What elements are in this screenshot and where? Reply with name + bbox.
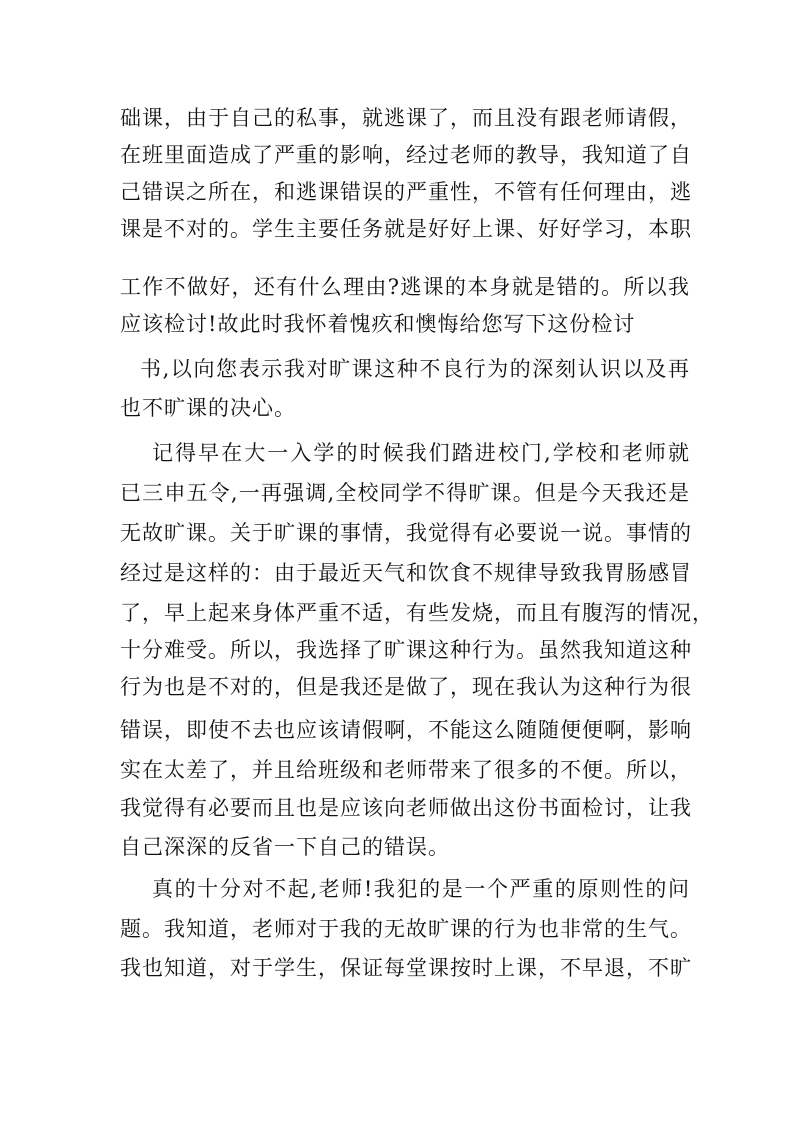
- text-line: 经过是这样的：由于最近天气和饮食不规律导致我胃肠感冒: [120, 561, 692, 585]
- paragraph-start-line: 真的十分对不起,老师!我犯的是一个严重的原则性的问: [152, 877, 690, 901]
- text-line: 应该检讨!故此时我怀着愧疚和懊悔给您写下这份检讨: [120, 312, 636, 336]
- text-line: 础课，由于自己的私事，就逃课了，而且没有跟老师请假，: [120, 106, 692, 130]
- text-line: 自己深深的反省一下自己的错误。: [120, 835, 450, 859]
- text-line: 十分难受。所以，我选择了旷课这种行为。虽然我知道这种: [120, 638, 692, 662]
- text-line: 实在太差了，并且给班级和老师带来了很多的不便。所以，: [120, 758, 692, 782]
- text-line: 已三申五令,一再强调,全校同学不得旷课。但是今天我还是: [120, 481, 690, 505]
- text-line: 工作不做好，还有什么理由?逃课的本身就是错的。所以我: [120, 275, 690, 299]
- text-line: 了，早上起来身体严重不适，有些发烧，而且有腹泻的情况，: [120, 601, 714, 625]
- text-line: 行为也是不对的，但是我还是做了，现在我认为这种行为很: [120, 675, 692, 699]
- text-line: 无故旷课。关于旷课的事情，我觉得有必要说一说。事情的: [120, 521, 692, 545]
- text-line: 我觉得有必要而且也是应该向老师做出这份书面检讨，让我: [120, 796, 692, 820]
- text-line: 书,以向您表示我对旷课这种不良行为的深刻认识以及再: [140, 357, 690, 381]
- text-line: 错误，即使不去也应该请假啊，不能这么随随便便啊，影响: [120, 718, 692, 742]
- text-line: 也不旷课的决心。: [120, 396, 296, 420]
- text-line: 课是不对的。学生主要任务就是好好上课、好好学习，本职: [120, 217, 692, 241]
- text-line: 在班里面造成了严重的影响，经过老师的教导，我知道了自: [120, 143, 692, 167]
- text-line: 我也知道，对于学生，保证每堂课按时上课，不早退，不旷: [120, 956, 692, 980]
- paragraph-start-line: 记得早在大一入学的时候我们踏进校门,学校和老师就: [152, 441, 690, 465]
- text-line: 己错误之所在，和逃课错误的严重性，不管有任何理由，逃: [120, 180, 692, 204]
- text-line: 题。我知道，老师对于我的无故旷课的行为也非常的生气。: [120, 917, 692, 941]
